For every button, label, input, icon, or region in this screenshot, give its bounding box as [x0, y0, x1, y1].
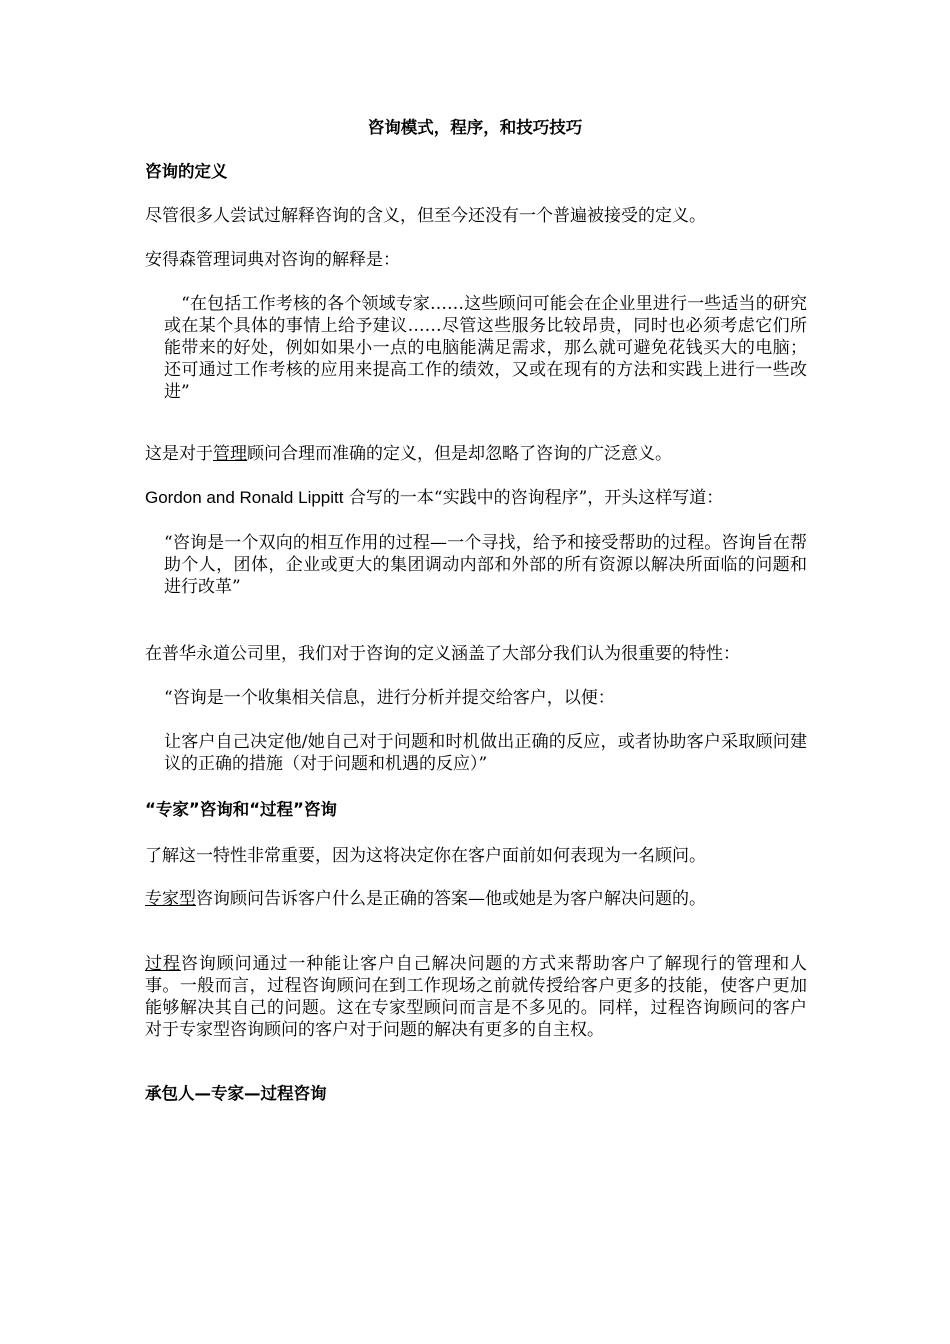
block-quote: 让客户自己决定他/她自己对于问题和时机做出正确的反应，或者协助客户采取顾问建议的正确的措施（对于问题和机遇的反应）” [164, 732, 807, 774]
underlined-term: 过程 [145, 954, 181, 974]
section-heading-definition: 咨询的定义 [145, 162, 228, 181]
text-run: 咨询顾问通过一种能让客户自己解决问题的方式来帮助客户了解现行的管理和人事。一般而言，过程咨询顾问在到工作现场之前就传授给客户更多的技能，使客户更加能够解决其自己的问题。这在专家型顾问而言是不多见的。同样，过程咨询顾问的客户对于专家型咨询顾问的客户对于问题的解决有更多的自主权。 [145, 954, 808, 1040]
paragraph: 尽管很多人尝试过解释咨询的含义，但至今还没有一个普遍被接受的定义。 [145, 206, 706, 226]
section-heading-expert-process: “专家”咨询和“过程”咨询 [145, 800, 337, 819]
underlined-term: 管理 [213, 444, 247, 464]
underlined-term: 专家型 [145, 889, 196, 909]
paragraph: 在普华永道公司里，我们对于咨询的定义涵盖了大部分我们认为很重要的特性： [145, 644, 740, 664]
text-run: 顾问合理而准确的定义，但是却忽略了咨询的广泛意义。 [247, 444, 672, 464]
paragraph: 安得森管理词典对咨询的解释是： [145, 250, 400, 270]
paragraph [145, 443, 807, 465]
document-title: 咨询模式，程序，和技巧技巧 [367, 118, 583, 137]
block-quote: “咨询是一个双向的相互作用的过程—一个寻找，给予和接受帮助的过程。咨询旨在帮助个人，团体，企业或更大的集团调动内部和外部的所有资源以解决所面临的问题和进行改革” [164, 533, 807, 597]
section-heading-contractor: 承包人—专家—过程咨询 [145, 1084, 327, 1103]
block-quote: “咨询是一个收集相关信息，进行分析并提交给客户，以便： [164, 688, 615, 708]
paragraph [145, 953, 807, 1041]
author-names: Gordon and Ronald Lippitt [145, 488, 344, 507]
paragraph [145, 888, 807, 910]
paragraph: 了解这一特性非常重要，因为这将决定你在客户面前如何表现为一名顾问。 [145, 846, 706, 866]
paragraph [145, 487, 807, 509]
block-quote: “在包括工作考核的各个领域专家……这些顾问可能会在企业里进行一些适当的研究或在某个具体的事情上给予建议……尽管这些服务比较昂贵，同时也必须考虑它们所能带来的好处，例如如果小一点的电脑能满足需求，那么就可避免花钱买大的电脑；还可通过工作考核的应用来提高工作的绩效，又或在现有的方法和实践上进行一些改进” [164, 294, 807, 402]
text-run: 合写的一本“实践中的咨询程序”，开头这样写道： [343, 488, 724, 508]
text-run: 咨询顾问告诉客户什么是正确的答案—他或她是为客户解决问题的。 [196, 889, 706, 909]
text-run: 这是对于 [145, 444, 213, 464]
